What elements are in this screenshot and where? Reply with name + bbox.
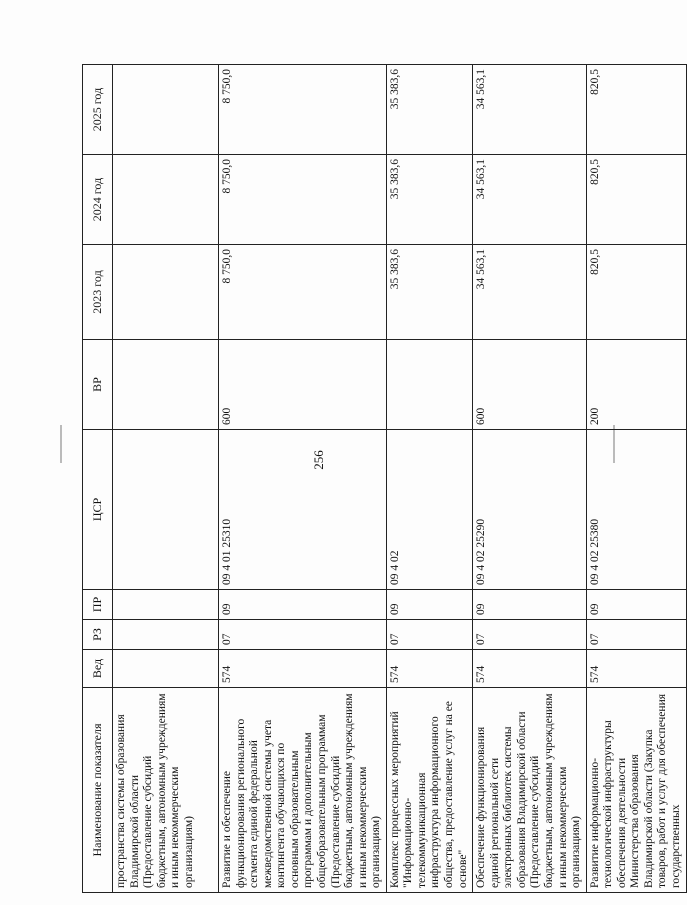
cell-name: Обеспечение функционирования единой региональной сети электронных библиотек системы образования Владимирской области (Предоставление субсидий бюджетным, автономным учреждениям и иным некоммерческим организациям) (473, 688, 587, 893)
rotated-table-container (82, 65, 682, 893)
cell-2023: 8 750,0 (219, 245, 387, 340)
header-2023: 2023 год (83, 245, 113, 340)
cell-csr: 09 4 02 (386, 430, 472, 590)
cell-ved: 574 (586, 650, 686, 688)
table-row (586, 65, 686, 893)
cell-name: Развитие и обеспечение функционирования регионального сегмента единой федеральной межведомственной системы учета контингента обучающихся по основным образовательным программам и дополнительным общеобразовательным программам (Предоставление субсидий бюджетным, автономным учреждениям и иным некоммерческим организациям) (219, 688, 387, 893)
cell-vr (386, 340, 472, 430)
cell-ved: 574 (386, 650, 472, 688)
cell-2024: 34 563,1 (473, 155, 587, 245)
cell-2024 (113, 155, 219, 245)
cell-pr: 09 (473, 590, 587, 620)
cell-2023 (113, 245, 219, 340)
cell-2025: 8 750,0 (219, 65, 387, 155)
table-row (219, 65, 387, 893)
header-ved: Вед (83, 650, 113, 688)
cell-2025: 34 563,1 (473, 65, 587, 155)
header-2025: 2025 год (83, 65, 113, 155)
cell-pr: 09 (386, 590, 472, 620)
cell-vr: 600 (219, 340, 387, 430)
cell-pr (113, 590, 219, 620)
cell-pr: 09 (219, 590, 387, 620)
cell-csr (113, 430, 219, 590)
cell-rz: 07 (473, 620, 587, 650)
scan-artifact (60, 425, 62, 463)
cell-2023: 34 563,1 (473, 245, 587, 340)
cell-csr: 09 4 01 25310 (219, 430, 387, 590)
budget-table-wrapper (82, 65, 682, 893)
cell-rz: 07 (386, 620, 472, 650)
cell-2024: 35 383,6 (386, 155, 472, 245)
header-csr: ЦСР (83, 430, 113, 590)
cell-2023: 35 383,6 (386, 245, 472, 340)
table-row (113, 65, 219, 893)
cell-2025: 35 383,6 (386, 65, 472, 155)
cell-rz: 07 (219, 620, 387, 650)
cell-2025: 820,5 (586, 65, 686, 155)
table-row (386, 65, 472, 893)
header-rz: РЗ (83, 620, 113, 650)
header-2024: 2024 год (83, 155, 113, 245)
cell-vr: 200 (586, 340, 686, 430)
cell-ved: 574 (473, 650, 587, 688)
cell-rz (113, 620, 219, 650)
table-row (473, 65, 587, 893)
cell-csr: 09 4 02 25380 (586, 430, 686, 590)
table-header-row (83, 65, 113, 893)
cell-name: Комплекс процессных мероприятий "Информационно-телекоммуникационная инфраструктура информационного общества, предоставление услуг на ее основе" (386, 688, 472, 893)
cell-2023: 820,5 (586, 245, 686, 340)
page-number: 256 (311, 450, 326, 470)
cell-rz: 07 (586, 620, 686, 650)
cell-name: пространства системы образования Владимирской области (Предоставление субсидий бюджетным, автономным учреждениям и иным некоммерческим организациям) (113, 688, 219, 893)
budget-table (82, 64, 687, 893)
cell-vr: 600 (473, 340, 587, 430)
cell-2024: 8 750,0 (219, 155, 387, 245)
header-vr: ВР (83, 340, 113, 430)
cell-2025 (113, 65, 219, 155)
cell-ved: 574 (219, 650, 387, 688)
header-name: Наименование показателя (83, 688, 113, 893)
header-pr: ПР (83, 590, 113, 620)
cell-vr (113, 340, 219, 430)
cell-csr: 09 4 02 25290 (473, 430, 587, 590)
cell-2024: 820,5 (586, 155, 686, 245)
cell-pr: 09 (586, 590, 686, 620)
cell-name: Развитие информационно-технологической инфраструктуры обеспечения деятельности Министерства образования Владимирской области (Закупка товаров, работ и услуг для обеспечения государственных (586, 688, 686, 893)
cell-ved (113, 650, 219, 688)
